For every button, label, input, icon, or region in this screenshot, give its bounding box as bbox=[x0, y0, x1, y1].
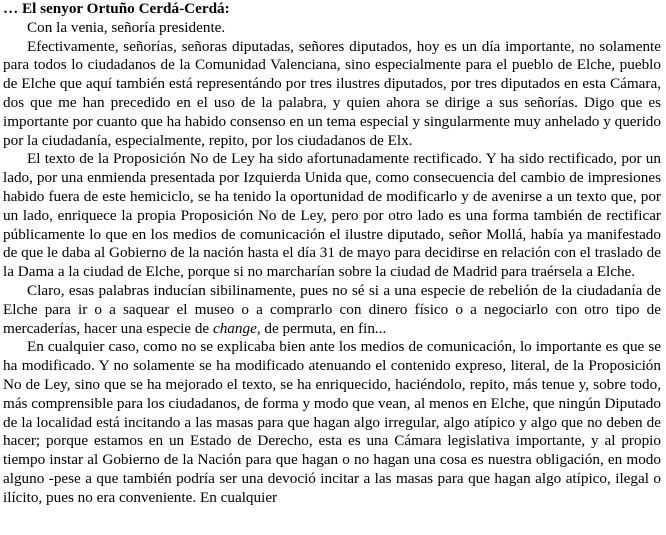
paragraph bbox=[3, 282, 661, 338]
italic-word: change bbox=[212, 319, 257, 337]
paragraph: Efectivamente, señorías, señoras diputadas, señores diputados, hoy es un día importante, no solamente para todos lo ciudadanos de la Comunidad Valenciana, sino especialmente para el pueblo de Elche, pueblo de Elche que aquí también está representándo por tres ilustres diputados, por tres diputados en esta Cámara, dos que me han precedido en el uso de la palabra, y quien ahora se dirige a sus señorías. Digo que es importante por cuanto que ha habido consenso en un tema especial y singularmente muy anhelado y querido por la ciudadanía, especialmente, repito, por los ciudadanos de Elx. bbox=[3, 37, 661, 149]
paragraph-text: Claro, esas palabras inducían sibilinamente, pues no sé si a una especie de rebelión de la ciudadanía de Elche para ir o a saquear el museo o a comprarlo con dinero físico o a negociarlo con otro tipo de mercaderías, hacer una especie de bbox=[3, 281, 661, 337]
speaker-heading: … El senyor Ortuño Cerdá-Cerdá: bbox=[3, 0, 230, 17]
paragraph: El texto de la Proposición No de Ley ha sido afortunadamente rectificado. Y ha sido rectificado, por un lado, por una enmienda presentada por Izquierda Unida que, como consecuencia del cambio de impresiones habido fuera de este hemiciclo, se ha tenido la oportunidad de modificarlo y de avenirse a un texto que, por un lado, enriquece la propia Proposición No de Ley, pero por otro lado es una forma también de rectificar públicamente lo que en los medios de comunicación el ilustre diputado, señor Mollá, había ya manifestado de que le daba al Gobierno de la nación hasta el día 31 de mayo para decidirse en relación con el traslado de la Dama a la ciudad de Elche, porque si no marcharían sobre la ciudad de Madrid para traérsela a Elche. bbox=[3, 150, 661, 281]
paragraph-text: , de permuta, en fin... bbox=[256, 319, 387, 337]
paragraph: Con la venia, señoría presidente. bbox=[27, 18, 226, 36]
paragraph: En cualquier caso, como no se explicaba bien ante los medios de comunicación, lo importante es que se ha modificado. Y no solamente se ha modificado atenuando el contenido expreso, literal, de la Proposición No de Ley, sino que se ha mejorado el texto, se ha enriquecido, haciéndolo, repito, más tenue y, sobre todo, más comprensible para los ciudadanos, de forma y modo que vean, al menos en Elche, que ningún Diputado de la localidad está incitando a las masas para que hagan algo irregular, algo atípico y algo que no deben de hacer; porque estamos en un Estado de Derecho, esta es una Cámara legislativa importante, y al propio tiempo instar al Gobierno de la Nación para que hagan o no hagan una cosa es nuestra obligación, en modo alguno -pese a que también podría ser una devoció incitar a las masas para que hagan algo atípico, ilegal o ilícito, pues no era conveniente. En cualquier bbox=[3, 338, 661, 506]
